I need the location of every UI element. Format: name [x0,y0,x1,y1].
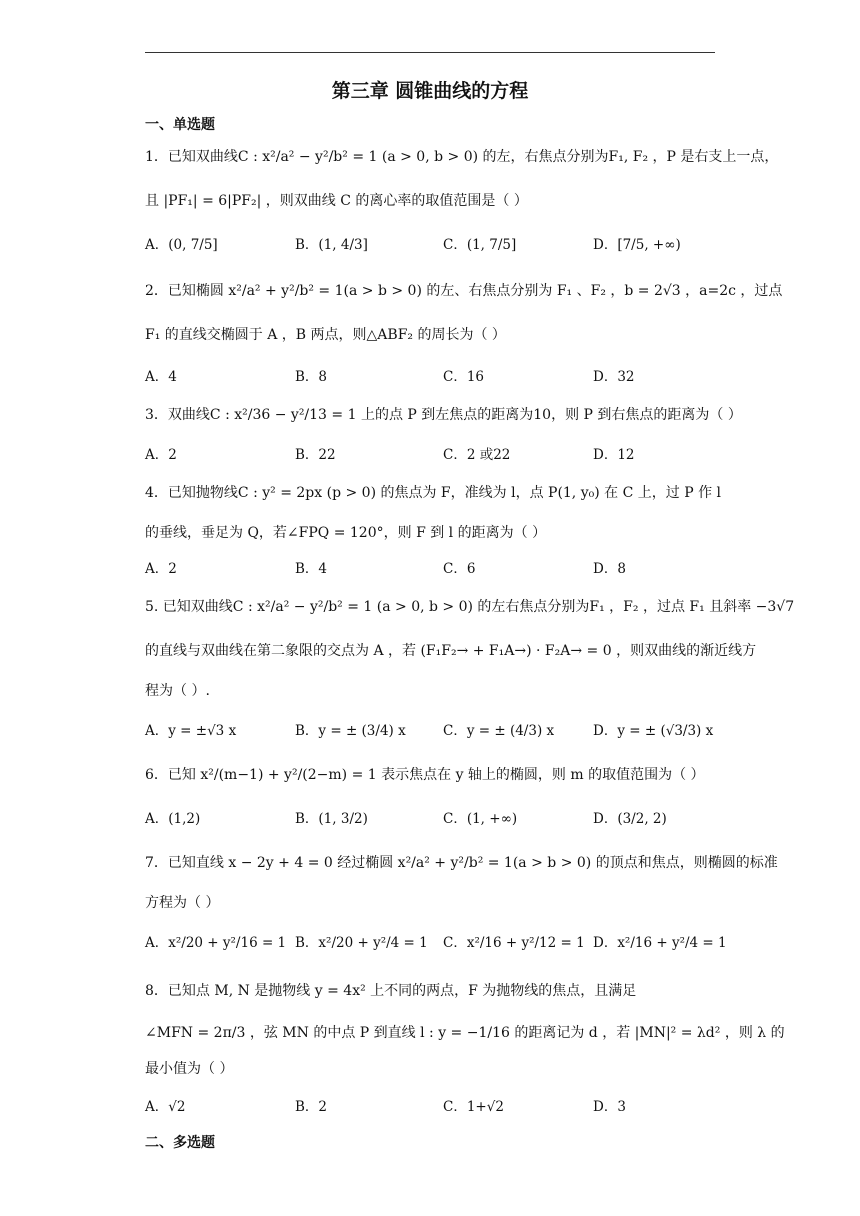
question-7-options [145,932,727,956]
question-1-line-1: 1．已知双曲线C : x²/a² − y²/b² = 1 (a > 0, b > 0) 的左，右焦点分别为F₁, F₂ ，P 是右支上一点， [145,149,779,165]
question-1-options [145,234,720,258]
question-2-line-1: 2．已知椭圆 x²/a² + y²/b² = 1(a > b > 0) 的左、右焦点分别为 F₁ 、F₂ ，b = 2√3 ，a=2c ，过点 [145,283,783,299]
question-4-option-b: B．4 [295,561,328,577]
question-8-option-b: B．2 [295,1099,328,1115]
question-2-option-c: C．16 [443,369,485,385]
question-4-option-a: A．2 [145,561,177,577]
question-1-option-b: B．(1, 4/3] [295,237,368,253]
question-1-line-2: 且 |PF₁| = 6|PF₂| ，则双曲线 C 的离心率的取值范围是（ ） [145,193,528,209]
question-5-line-3: 程为（ ）. [145,683,210,699]
question-7-line-1: 7．已知直线 x − 2y + 4 = 0 经过椭圆 x²/a² + y²/b² = 1(a > b > 0) 的顶点和焦点，则椭圆的标准 [145,855,778,871]
question-5-options [145,720,720,744]
question-4-line-2: 的垂线，垂足为 Q，若∠FPQ = 120°，则 F 到 l 的距离为（ ） [145,525,547,541]
question-2-option-d: D．32 [593,369,635,385]
question-5-option-c: C．y = ± (4/3) x [443,723,555,739]
question-2-options [145,366,720,390]
question-1-option-a: A．(0, 7/5] [145,237,218,253]
question-8-line-3: 最小值为（ ） [145,1061,234,1077]
question-8-option-a: A．√2 [145,1099,186,1115]
question-5-option-a: A．y = ±√3 x [145,723,237,739]
question-3-option-c: C．2 或22 [443,447,511,463]
question-4-option-d: D．8 [593,561,626,577]
question-2-option-a: A．4 [145,369,177,385]
section-heading-multiple-choice: 二、多选题 [145,1135,215,1151]
page-title: 第三章 圆锥曲线的方程 [331,80,529,102]
question-6-option-c: C．(1, +∞) [443,811,518,827]
question-2-option-b: B．8 [295,369,328,385]
question-1-option-c: C．(1, 7/5] [443,237,517,253]
question-4-line-1: 4．已知抛物线C : y² = 2px (p > 0) 的焦点为 F，准线为 l，点 P(1, y₀) 在 C 上，过 P 作 l [145,485,722,501]
question-7-option-c: C．x²/16 + y²/12 = 1 [443,935,585,951]
question-5-line-1: 5. 已知双曲线C : x²/a² − y²/b² = 1 (a > 0, b > 0) 的左右焦点分别为F₁ ，F₂ ，过点 F₁ 且斜率 −3√7 [145,599,795,615]
question-8-options [145,1096,720,1120]
question-8-line-2: ∠MFN = 2π/3 ，弦 MN 的中点 P 到直线 l : y = −1/16 的距离记为 d ，若 |MN|² = λd² ，则 λ 的 [145,1025,785,1041]
question-6-option-a: A．(1,2) [145,811,201,827]
question-3-options [145,444,720,468]
question-8-option-c: C．1+√2 [443,1099,504,1115]
question-4-option-c: C．6 [443,561,476,577]
question-6-options [145,808,720,832]
question-7-option-b: B．x²/20 + y²/4 = 1 [295,935,428,951]
question-8-line-1: 8．已知点 M, N 是抛物线 y = 4x² 上不同的两点，F 为抛物线的焦点，且满足 [145,983,637,999]
question-6-line-1: 6．已知 x²/(m−1) + y²/(2−m) = 1 表示焦点在 y 轴上的椭圆，则 m 的取值范围为（ ） [145,767,705,783]
question-3-option-b: B．22 [295,447,336,463]
question-6-option-d: D．(3/2, 2) [593,811,667,827]
header-rule [145,52,715,53]
question-6-option-b: B．(1, 3/2) [295,811,368,827]
question-3-option-d: D．12 [593,447,635,463]
question-7-line-2: 方程为（ ） [145,895,220,911]
section-heading-single-choice: 一、单选题 [145,117,215,133]
question-4-options [145,558,720,582]
question-3-option-a: A．2 [145,447,177,463]
question-7-option-a: A．x²/20 + y²/16 = 1 [145,935,287,951]
question-7-option-d: D．x²/16 + y²/4 = 1 [593,935,727,951]
question-5-line-2: 的直线与双曲线在第二象限的交点为 A ，若 (F₁F₂→ + F₁A→) · F₂A→ = 0 ，则双曲线的渐近线方 [145,643,757,659]
question-5-option-b: B．y = ± (3/4) x [295,723,406,739]
question-2-line-2: F₁ 的直线交椭圆于 A ，B 两点，则△ABF₂ 的周长为（ ） [145,327,506,343]
question-8-option-d: D．3 [593,1099,626,1115]
question-1-option-d: D．[7/5, +∞) [593,237,681,253]
question-5-option-d: D．y = ± (√3/3) x [593,723,714,739]
question-3-line-1: 3．双曲线C : x²/36 − y²/13 = 1 上的点 P 到左焦点的距离为10，则 P 到右焦点的距离为（ ） [145,407,742,423]
